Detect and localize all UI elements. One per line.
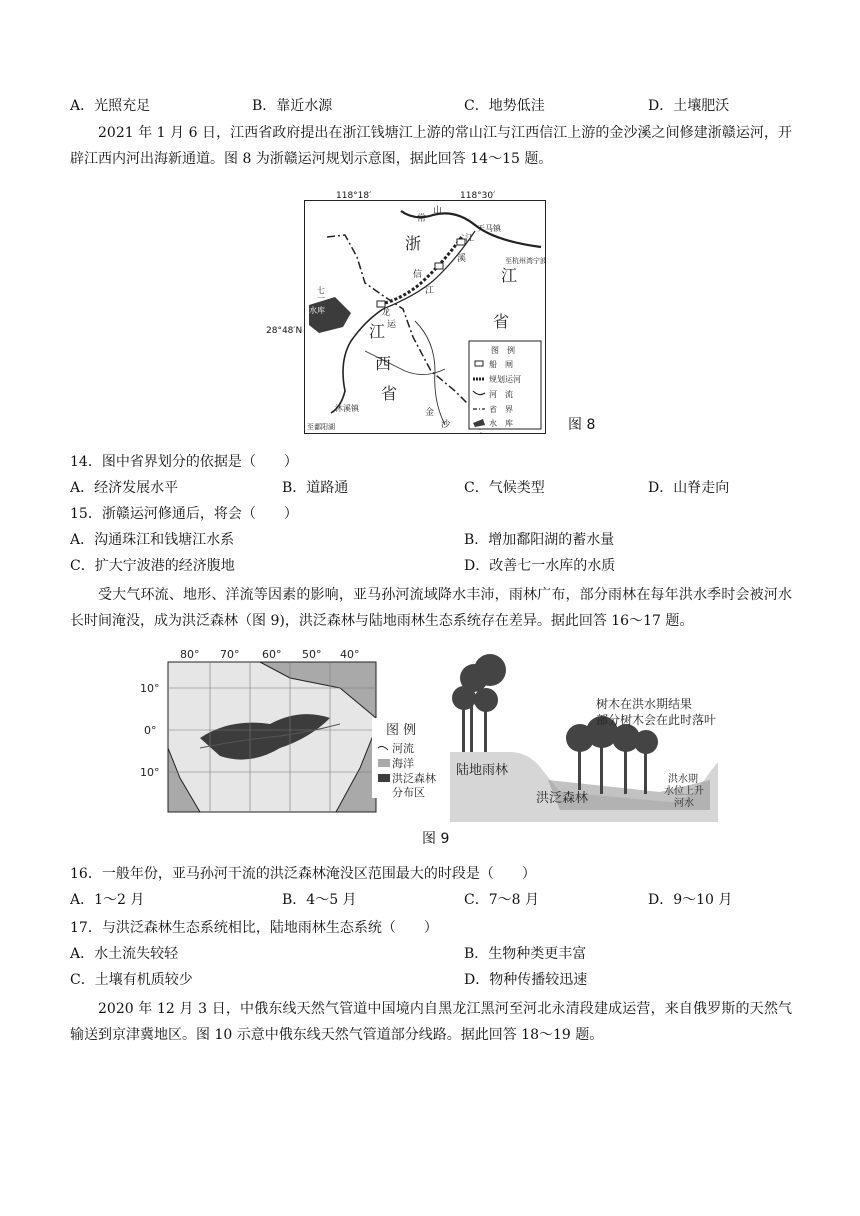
water-line-3: 河水 bbox=[674, 798, 694, 809]
q17-stem: 17．与洪泛森林生态系统相比，陆地雨林生态系统（ ） bbox=[70, 920, 438, 936]
zhe-label: 浙 bbox=[405, 234, 422, 253]
q14-option-b: B．道路通 bbox=[282, 480, 349, 496]
land-forest-trees bbox=[452, 654, 506, 752]
poyang-label: 至鄱阳湖 bbox=[307, 423, 335, 431]
q16-option-d: D．9～10 月 bbox=[648, 892, 733, 908]
river-label-jiang: 江 bbox=[465, 234, 475, 244]
q14-stem: 14．图中省界划分的依据是（ ） bbox=[70, 454, 298, 470]
q14-option-a: A．经济发展水平 bbox=[70, 480, 179, 496]
hangzhou-label: 至杭州湾宁波 bbox=[505, 257, 545, 265]
legend-lock-icon bbox=[475, 361, 483, 366]
intro-18-19: 2020 年 12 月 3 日，中俄东线天然气管道中国境内自黑龙江黑河至河北永清段建成运营，来自俄罗斯的天然气输送到京津冀地区。图 10 示意中俄东线天然气管道部分线路。据此回答 18～19 题。 bbox=[70, 1001, 792, 1043]
river-label-chang: 常 bbox=[417, 214, 427, 224]
q15-option-b: B．增加鄱阳湖的蓄水量 bbox=[464, 532, 615, 548]
intro-16-17: 受大气环流、地形、洋流等因素的影响，亚马孙河流域降水丰沛，雨林广布，部分雨林在每年洪水季时会被河水长时间淹没，成为洪泛森林（图 9)，洪泛森林与陆地雨林生态系统存在差异。据此回答 16～17 题。 bbox=[70, 587, 792, 629]
canal-label-long: 龙 bbox=[381, 308, 391, 318]
muxi-label: 沐溪镇 bbox=[335, 404, 359, 413]
q17-option-d: D．物种传播较迅速 bbox=[464, 972, 588, 988]
fig9-legend-zone: 分布区 bbox=[392, 786, 425, 799]
note-line-1: 树木在洪水期结果 bbox=[596, 697, 693, 711]
lat-10n: 10° bbox=[140, 682, 160, 695]
fig9-legend-forest: 洪泛森林 bbox=[392, 772, 436, 785]
intro-14-15: 2021 年 1 月 6 日，江西省政府提出在浙江钱塘江上游的常山江与江西信江上游的金沙溪之间修建浙赣运河，开辟江西内河出海新通道。图 8 为浙赣运河规划示意图，据此回答 14～15 题。 bbox=[70, 125, 792, 167]
lon-70: 70° bbox=[220, 648, 240, 661]
canal-label-yun: 运 bbox=[387, 320, 397, 330]
figure-9-map bbox=[140, 648, 440, 818]
q17-option-b: B．生物种类更丰富 bbox=[464, 946, 587, 962]
lon-60: 60° bbox=[262, 648, 282, 661]
water-line-2: 水位上升 bbox=[664, 786, 704, 797]
xi-label: 西 bbox=[375, 354, 392, 373]
legend-forest-icon bbox=[378, 774, 390, 782]
flood-forest-trees bbox=[566, 716, 658, 794]
q15-option-a: A．沟通珠江和钱塘江水系 bbox=[70, 532, 235, 548]
lon-50: 50° bbox=[302, 648, 322, 661]
legend-canal: 规划运河 bbox=[489, 375, 521, 384]
legend-ocean-icon bbox=[378, 759, 390, 767]
q17-option-a: A．水土流失较轻 bbox=[70, 946, 179, 962]
yi-label: 一 bbox=[317, 294, 325, 303]
legend-river: 河 流 bbox=[489, 390, 513, 399]
q13-option-c: C．地势低洼 bbox=[464, 98, 545, 114]
q16-stem: 16．一般年份，亚马孙河干流的洪泛森林淹没区范围最大的时段是（ ） bbox=[70, 866, 536, 882]
fig9-legend-river: 河流 bbox=[392, 742, 414, 755]
jiang-label-zhe: 江 bbox=[501, 266, 518, 285]
figure-9-section-svg bbox=[450, 652, 730, 822]
reservoir-shape bbox=[309, 297, 351, 333]
q16-option-b: B．4～5 月 bbox=[282, 892, 357, 908]
q15-option-c: C．扩大宁波港的经济腹地 bbox=[70, 558, 235, 574]
lat-10s: 10° bbox=[140, 766, 160, 779]
reservoir-label: 水库 bbox=[309, 306, 325, 315]
flood-forest-label: 洪泛森林 bbox=[536, 791, 589, 806]
qiyi-label: 七 bbox=[317, 286, 325, 295]
legend-boundary: 省 界 bbox=[489, 405, 513, 414]
note-line-2: 部分树木会在此时落叶 bbox=[596, 713, 717, 727]
water-line-1: 洪水期 bbox=[668, 774, 698, 785]
lon-40: 40° bbox=[340, 648, 360, 661]
legend-lock: 船 闸 bbox=[489, 360, 513, 369]
q15-stem: 15．浙赣运河修通后，将会（ ） bbox=[70, 506, 298, 522]
q13-option-a: A．光照充足 bbox=[70, 98, 151, 114]
q16-option-a: A．1～2 月 bbox=[70, 892, 145, 908]
river-label-sha: 沙 bbox=[441, 420, 451, 430]
q15-option-d: D．改善七一水库的水质 bbox=[464, 558, 616, 574]
figure-8-svg bbox=[305, 201, 545, 433]
planned-canal bbox=[385, 235, 463, 303]
figure-9-map-svg bbox=[140, 648, 440, 818]
river-label-shan: 山 bbox=[433, 206, 443, 216]
figure-8-map bbox=[304, 200, 546, 434]
legend-reservoir: 水 库 bbox=[489, 419, 513, 428]
q14-option-d: D．山脊走向 bbox=[648, 480, 730, 496]
q13-option-d: D．土壤肥沃 bbox=[648, 98, 730, 114]
fig9-legend-title: 图 例 bbox=[386, 723, 417, 738]
tianma-label: 天马镇 bbox=[477, 224, 501, 233]
river-label-jiang2: 江 bbox=[425, 286, 435, 296]
jiang-label-xi: 江 bbox=[369, 322, 386, 341]
river-label-xi: 溪 bbox=[457, 254, 467, 264]
fig8-lon-2: 118°30′ bbox=[460, 191, 496, 201]
fig9-legend-ocean: 海洋 bbox=[392, 757, 414, 770]
fig9-caption: 图 9 bbox=[422, 831, 450, 847]
river-label-jin: 金 bbox=[425, 408, 435, 418]
lock-1 bbox=[377, 301, 385, 307]
lock-2 bbox=[435, 263, 443, 269]
figure-9-section bbox=[450, 652, 730, 822]
legend-title: 图 例 bbox=[491, 346, 515, 355]
fig8-lat: 28°48′N bbox=[266, 326, 303, 336]
lat-0: 0° bbox=[144, 724, 157, 737]
q13-option-b: B．靠近水源 bbox=[252, 98, 333, 114]
lon-80: 80° bbox=[180, 648, 200, 661]
sheng-label-xi: 省 bbox=[381, 384, 398, 403]
lock-3 bbox=[457, 239, 465, 245]
q17-option-c: C．土壤有机质较少 bbox=[70, 972, 193, 988]
land-forest-label: 陆地雨林 bbox=[456, 763, 509, 778]
sheng-label-zhe: 省 bbox=[493, 312, 510, 331]
fig8-caption: 图 8 bbox=[568, 417, 596, 433]
river-label-xin: 信 bbox=[413, 270, 423, 280]
q16-option-c: C．7～8 月 bbox=[464, 892, 539, 908]
fig8-lon-1: 118°18′ bbox=[336, 191, 372, 201]
q14-option-c: C．气候类型 bbox=[464, 480, 545, 496]
